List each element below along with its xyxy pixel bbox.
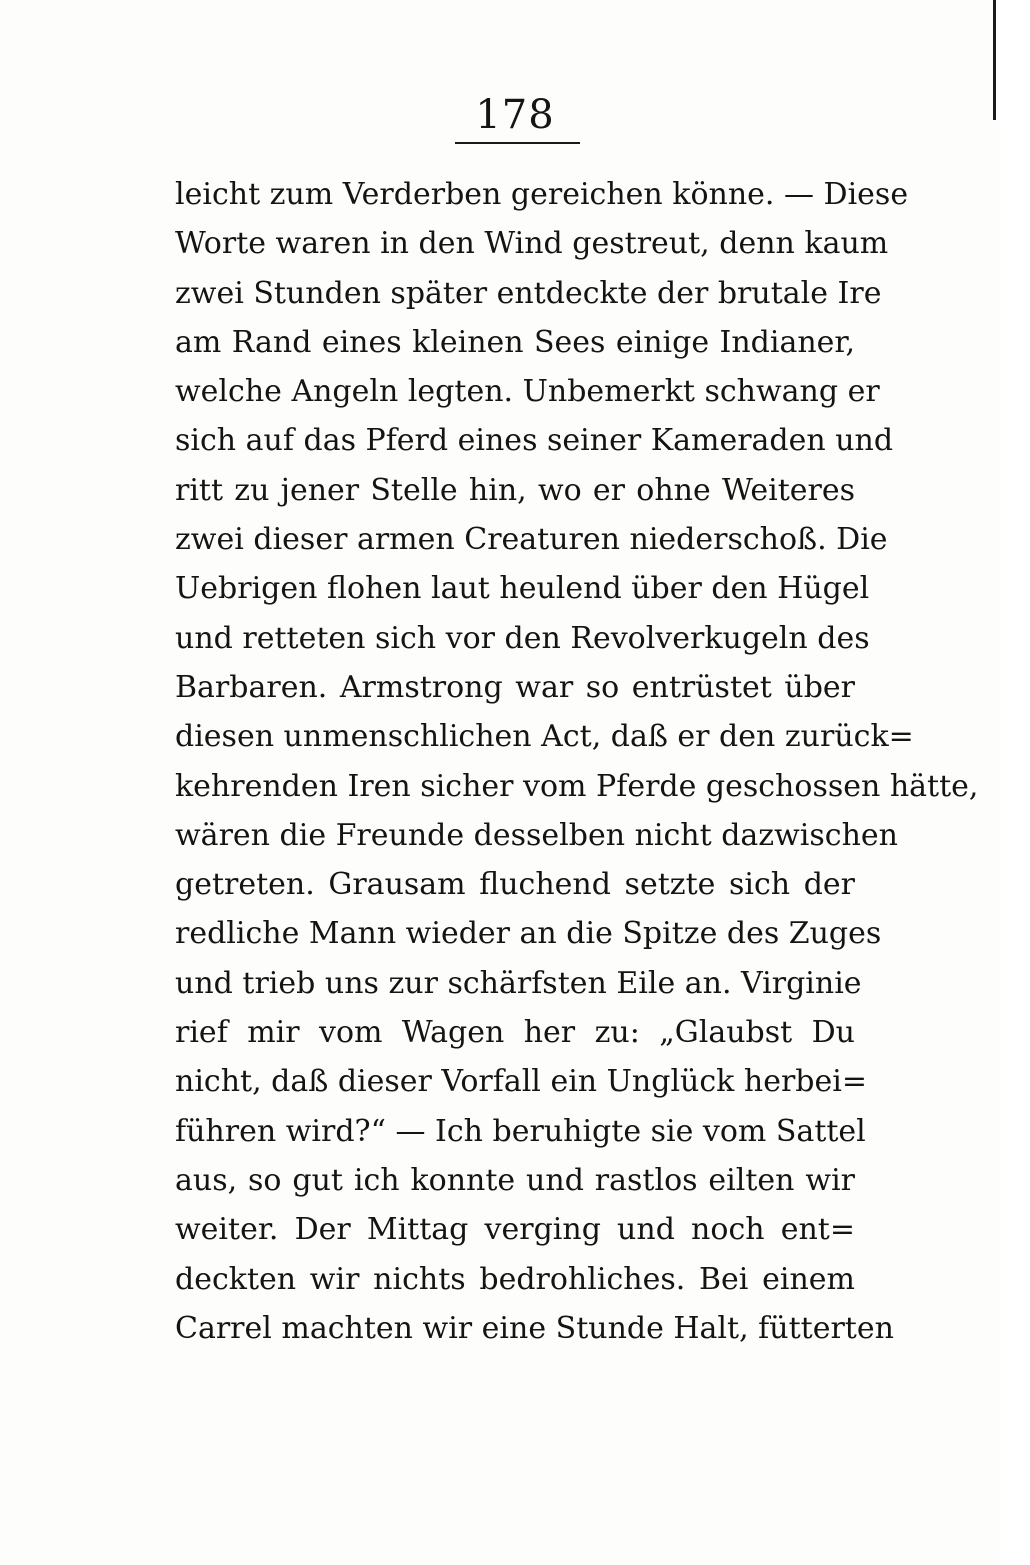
text-line: und trieb uns zur schärfsten Eile an. Virginie	[175, 965, 862, 1001]
text-line: weiter. Der Mittag verging und noch ent=	[175, 1212, 855, 1248]
text-line: Carrel machten wir eine Stunde Halt, fütterten	[175, 1310, 894, 1346]
text-line: zwei Stunden später entdeckte der brutale Ire	[175, 275, 882, 311]
text-line: kehrenden Iren sicher vom Pferde geschossen hätte,	[175, 768, 979, 804]
text-line: redliche Mann wieder an die Spitze des Zuges	[175, 916, 882, 952]
text-line: führen wird?“ — Ich beruhigte sie vom Sattel	[175, 1113, 866, 1149]
page-number-rule	[455, 142, 580, 144]
text-line: nicht, daß dieser Vorfall ein Unglück herbei=	[175, 1064, 867, 1100]
text-line: sich auf das Pferd eines seiner Kameraden und	[175, 423, 894, 459]
body-text	[175, 170, 979, 1353]
text-line: welche Angeln legten. Unbemerkt schwang er	[175, 374, 880, 410]
text-line: Worte waren in den Wind gestreut, denn kaum	[175, 226, 889, 262]
text-line: getreten. Grausam fluchend setzte sich der	[175, 867, 855, 903]
text-line: rief mir vom Wagen her zu: „Glaubst Du	[175, 1015, 855, 1051]
page-number: 178	[475, 92, 555, 138]
text-line: aus, so gut ich konnte und rastlos eilten wir	[175, 1162, 855, 1198]
text-line: diesen unmenschlichen Act, daß er den zurück=	[175, 719, 914, 755]
text-line: wären die Freunde desselben nicht dazwischen	[175, 817, 898, 853]
text-line: leicht zum Verderben gereichen könne. — Diese	[175, 177, 909, 212]
text-line: und retteten sich vor den Revolverkugeln des	[175, 620, 870, 656]
text-line: Uebrigen flohen laut heulend über den Hügel	[175, 571, 870, 607]
text-line: zwei dieser armen Creaturen niederschoß. Die	[175, 522, 888, 558]
text-line: ritt zu jener Stelle hin, wo er ohne Weiteres	[175, 472, 855, 508]
text-line: Barbaren. Armstrong war so entrüstet über	[175, 669, 855, 705]
text-line: am Rand eines kleinen Sees einige Indianer,	[175, 324, 855, 360]
text-line: deckten wir nichts bedrohliches. Bei einem	[175, 1261, 855, 1297]
